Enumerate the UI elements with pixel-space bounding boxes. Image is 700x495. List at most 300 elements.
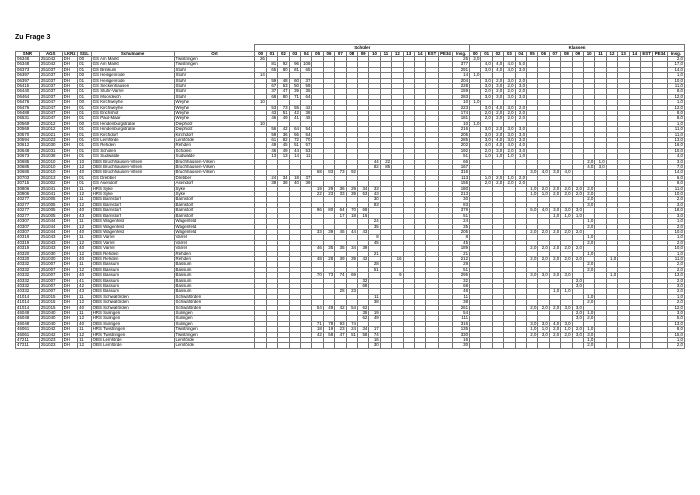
cell-klassen-05: 2,0 [527, 256, 538, 261]
cell-klassen-11: 3,0 [595, 165, 606, 170]
cell-schueler-06: 80 [323, 208, 334, 213]
cell-name: GS Kirchweyhe [91, 105, 174, 110]
cell-snr: 40277 [16, 208, 40, 213]
cell-ort: Stuhr [174, 89, 255, 94]
cell-klassen-01: 2,0 [481, 89, 492, 94]
cell-ort: Rehden [174, 251, 255, 256]
column-header-schueler-12: 12 [392, 51, 403, 56]
cell-name: OBS Lemförde [91, 343, 174, 348]
cell-klassen-01: 1,0 [481, 175, 492, 180]
cell-klassen-insg: 8,0 [667, 89, 684, 94]
cell-schueler-insg: 14 [453, 73, 470, 78]
cell-lkrz: DH [62, 181, 78, 186]
cell-schueler-01: 56 [266, 127, 277, 132]
cell-schueler-07: 17 [335, 213, 346, 218]
cell-name: GS Moordeich [91, 94, 174, 99]
cell-klassen-08: 2,0 [561, 186, 572, 191]
cell-klassen-02: 2,0 [492, 132, 503, 137]
cell-schueler-insg: 377 [453, 62, 470, 67]
cell-sgl: 11 [78, 338, 91, 343]
cell-schueler-06: 73 [323, 273, 334, 278]
cell-sgl: 11 [78, 197, 91, 202]
cell-ort: Sulingen [174, 321, 255, 326]
cell-klassen-11 [595, 343, 606, 348]
cell-schueler-09: 16 [357, 213, 368, 218]
cell-klassen-04: 3,0 [515, 138, 526, 143]
cell-schueler-05: 19 [312, 186, 323, 191]
cell-schueler-02: 92 [278, 62, 289, 67]
cell-ort: Bassum [174, 278, 255, 283]
cell-klassen-09: 2,0 [572, 246, 583, 251]
cell-snr: 30685 [16, 159, 40, 164]
cell-schueler-insg: 295 [453, 273, 470, 278]
cell-lkrz: DH [62, 283, 78, 288]
cell-ags: 251043 [39, 246, 62, 251]
cell-schueler-insg: 330 [453, 332, 470, 337]
cell-klassen-07: 2,0 [549, 305, 560, 310]
cell-schueler-05 [312, 343, 323, 348]
cell-ort: Barnstorf [174, 213, 255, 218]
cell-lkrz: DH [62, 67, 78, 72]
cell-klassen-10: 1,0 [583, 294, 594, 299]
cell-schueler-03: 64 [289, 127, 300, 132]
cell-schueler-05: 71 [312, 321, 323, 326]
cell-ags: 251042 [39, 327, 62, 332]
cell-schueler-03: 44 [289, 148, 300, 153]
cell-schueler-insg: 181 [453, 116, 470, 121]
cell-klassen-02 [492, 343, 503, 348]
cell-schueler-13 [403, 343, 414, 348]
cell-lkrz: DH [62, 219, 78, 224]
cell-schueler-est [426, 343, 438, 348]
cell-schueler-insg: 68 [453, 283, 470, 288]
cell-klassen-02: 1,0 [492, 154, 503, 159]
cell-klassen-05 [527, 343, 538, 348]
cell-sgl: 40 [78, 229, 91, 234]
cell-klassen-10: 2,0 [583, 197, 594, 202]
cell-schueler-09 [357, 343, 368, 348]
cell-schueler-06: 19 [323, 327, 334, 332]
cell-schueler-insg: 30 [453, 343, 470, 348]
cell-klassen-04: 3,0 [515, 94, 526, 99]
cell-ort: Wagenfeld [174, 224, 255, 229]
cell-sgl: 01 [78, 110, 91, 115]
cell-sgl: 12 [78, 202, 91, 207]
cell-schueler-05: 46 [312, 246, 323, 251]
cell-klassen-01: 4,0 [481, 143, 492, 148]
cell-snr: 06464 [16, 94, 40, 99]
cell-klassen-07: 1,0 [549, 289, 560, 294]
cell-klassen-07: 3,0 [549, 170, 560, 175]
cell-lkrz: DH [62, 311, 78, 316]
cell-schueler-10: 21 [369, 251, 380, 256]
cell-klassen-06: 3,0 [538, 332, 549, 337]
cell-ags: 251007 [39, 273, 62, 278]
cell-klassen-insg: 14,0 [667, 170, 684, 175]
cell-schueler-04: 54 [301, 127, 312, 132]
cell-lkrz: DH [62, 170, 78, 175]
cell-schueler-insg: 111 [453, 316, 470, 321]
cell-schueler-04: 37 [301, 78, 312, 83]
cell-schueler-04: 53 [301, 148, 312, 153]
cell-name: GS Stuhr-Varrel [91, 89, 174, 94]
cell-klassen-06: 1,0 [538, 192, 549, 197]
cell-klassen-insg: 11,0 [667, 256, 684, 261]
cell-schueler-02: 13 [278, 154, 289, 159]
cell-klassen-03: 1,0 [504, 154, 515, 159]
cell-schueler-04: 36 [301, 89, 312, 94]
cell-name: OBS Varrel [91, 240, 174, 245]
cell-snr: 46048 [16, 316, 40, 321]
cell-sgl: 01 [78, 83, 91, 88]
cell-schueler-08: 44 [346, 229, 357, 234]
cell-schueler-00: 10 [255, 100, 266, 105]
cell-schueler-02: 82 [278, 138, 289, 143]
cell-klassen-03: 2,0 [504, 148, 515, 153]
cell-snr: 40320 [16, 251, 40, 256]
cell-ags: 251002 [39, 181, 62, 186]
cell-klassen-03: 2,0 [504, 83, 515, 88]
cell-sgl: 01 [78, 89, 91, 94]
cell-schueler-insg: 316 [453, 170, 470, 175]
cell-schueler-01: 59 [266, 132, 277, 137]
cell-klassen-13 [618, 343, 629, 348]
cell-klassen-01: 2,0 [481, 110, 492, 115]
cell-ags: 251030 [39, 143, 62, 148]
cell-name: OBS Barnstorf [91, 213, 174, 218]
cell-snr: 46061 [16, 327, 40, 332]
cell-lkrz: DH [62, 289, 78, 294]
cell-klassen-02: 4,0 [492, 105, 503, 110]
cell-schueler-08: 18 [346, 213, 357, 218]
cell-klassen-10: 2,0 [583, 267, 594, 272]
cell-schueler-01: 46 [266, 116, 277, 121]
cell-klassen-01: 3,0 [481, 138, 492, 143]
cell-snr: 30806 [16, 192, 40, 197]
cell-name: GS Rehden [91, 143, 174, 148]
cell-klassen-06: 4,0 [538, 208, 549, 213]
cell-schueler-insg: 192 [453, 148, 470, 153]
cell-ags: 251041 [39, 186, 62, 191]
cell-sgl: 12 [78, 343, 91, 348]
column-header-klassen-02: 02 [492, 51, 503, 56]
cell-ort: Rehden [174, 143, 255, 148]
cell-schueler-insg: 83 [453, 202, 470, 207]
cell-klassen-insg: 2,0 [667, 343, 684, 348]
cell-sgl: 40 [78, 256, 91, 261]
cell-snr: 30570 [16, 132, 40, 137]
cell-name: OBS Barnstorf [91, 197, 174, 202]
cell-klassen-insg: 2,0 [667, 240, 684, 245]
cell-klassen-09: 2,0 [572, 186, 583, 191]
cell-schueler-pe34 [438, 343, 453, 348]
cell-name: OBS Bassum [91, 273, 174, 278]
cell-klassen-07: 1,0 [549, 213, 560, 218]
cell-sgl: 01 [78, 94, 91, 99]
table-body [16, 56, 685, 348]
cell-schueler-insg: 216 [453, 127, 470, 132]
cell-schueler-04: 42 [301, 105, 312, 110]
cell-schueler-03: 71 [289, 94, 300, 99]
cell-schueler-01: 49 [266, 143, 277, 148]
cell-schueler-insg: 51 [453, 154, 470, 159]
cell-ags: 251007 [39, 283, 62, 288]
cell-snr: 40332 [16, 267, 40, 272]
cell-lkrz: DH [62, 300, 78, 305]
cell-sgl: 11 [78, 219, 91, 224]
column-header-schueler-06: 06 [323, 51, 334, 56]
cell-klassen-insg: 2,0 [667, 289, 684, 294]
cell-schueler-08: 54 [346, 305, 357, 310]
cell-lkrz: DH [62, 89, 78, 94]
cell-klassen-02: 3,0 [492, 148, 503, 153]
cell-ags: 251012 [39, 121, 62, 126]
cell-klassen-08: 3,0 [561, 273, 572, 278]
cell-schueler-10: 30 [369, 197, 380, 202]
cell-klassen-08: 3,0 [561, 321, 572, 326]
cell-ort: Stuhr [174, 83, 255, 88]
cell-ags: 251021 [39, 132, 62, 137]
cell-schueler-10: 11 [369, 294, 380, 299]
cell-klassen-03: 2,0 [504, 110, 515, 115]
cell-ort: Stuhr [174, 94, 255, 99]
cell-schueler-insg: 51 [453, 267, 470, 272]
cell-schueler-08: 39 [346, 256, 357, 261]
column-header-klassen-12: 12 [606, 51, 617, 56]
cell-schueler-insg: 205 [453, 229, 470, 234]
cell-schueler-09: 43 [357, 229, 368, 234]
cell-ags: 251037 [39, 78, 62, 83]
cell-lkrz: DH [62, 224, 78, 229]
cell-schueler-10: 51 [369, 267, 380, 272]
cell-sgl: 01 [78, 148, 91, 153]
column-header-klassen-11: 11 [595, 51, 606, 56]
cell-klassen-00: 2,0 [470, 56, 481, 61]
cell-klassen-04: 3,0 [515, 132, 526, 137]
cell-lkrz: DH [62, 273, 78, 278]
cell-snr: 46048 [16, 311, 40, 316]
cell-schueler-04: 39 [301, 181, 312, 186]
cell-snr: 40332 [16, 262, 40, 267]
cell-schueler-insg: 45 [453, 240, 470, 245]
cell-klassen-insg: 13,0 [667, 273, 684, 278]
cell-schueler-09: 62 [357, 305, 368, 310]
cell-klassen-05: 2,0 [527, 229, 538, 234]
cell-lkrz: DH [62, 56, 78, 61]
cell-klassen-06 [538, 343, 549, 348]
cell-ags: 251010 [39, 165, 62, 170]
cell-lkrz: DH [62, 343, 78, 348]
column-header-klassen-03: 03 [504, 51, 515, 56]
column-header-klassen-06: 06 [538, 51, 549, 56]
cell-klassen-06: 2,0 [538, 256, 549, 261]
cell-schueler-insg: 167 [453, 165, 470, 170]
cell-name: GS Kirchdorf [91, 132, 174, 137]
column-header-schueler-13: 13 [403, 51, 414, 56]
cell-klassen-01 [481, 343, 492, 348]
cell-snr: 06415 [16, 83, 40, 88]
cell-klassen-08: 1,0 [561, 327, 572, 332]
cell-klassen-01: 4,0 [481, 62, 492, 67]
cell-lkrz: DH [62, 229, 78, 234]
cell-klassen-02: 2,0 [492, 175, 503, 180]
cell-schueler-01: 53 [266, 105, 277, 110]
column-header-schueler-10: 10 [369, 51, 380, 56]
cell-snr: 46048 [16, 321, 40, 326]
cell-snr: 47211 [16, 338, 40, 343]
cell-schueler-05: 18 [312, 327, 323, 332]
cell-klassen-02: 3,0 [492, 83, 503, 88]
cell-snr: 30685 [16, 165, 40, 170]
cell-ags: 251038 [39, 154, 62, 159]
cell-ort: Bassum [174, 273, 255, 278]
cell-lkrz: DH [62, 138, 78, 143]
cell-schueler-14 [414, 343, 425, 348]
cell-lkrz: DH [62, 78, 78, 83]
cell-sgl: 01 [78, 143, 91, 148]
cell-schueler-02: 53 [278, 83, 289, 88]
cell-ort: Bassum [174, 283, 255, 288]
column-header-snr: SNR [16, 51, 40, 56]
cell-ags: 251044 [39, 219, 62, 224]
cell-schueler-10: 28 [369, 262, 380, 267]
cell-ags: 251047 [39, 105, 62, 110]
cell-schueler-insg: 204 [453, 78, 470, 83]
cell-sgl: 12 [78, 332, 91, 337]
cell-schueler-10: 24 [369, 219, 380, 224]
cell-klassen-05: 1,0 [527, 192, 538, 197]
cell-ags: 251030 [39, 256, 62, 261]
cell-klassen-07: 2,0 [549, 256, 560, 261]
cell-klassen-01: 2,0 [481, 181, 492, 186]
cell-klassen-02: 2,0 [492, 181, 503, 186]
cell-schueler-05: 70 [312, 273, 323, 278]
cell-ort: Wagenfeld [174, 229, 255, 234]
cell-schueler-06: 78 [323, 321, 334, 326]
cell-klassen-04: 2,0 [515, 175, 526, 180]
cell-snr: 40332 [16, 278, 40, 283]
cell-lkrz: DH [62, 235, 78, 240]
cell-sgl: 01 [78, 116, 91, 121]
cell-snr: 30594 [16, 138, 40, 143]
cell-schueler-02: 73 [278, 105, 289, 110]
cell-klassen-09: 1,0 [572, 213, 583, 218]
cell-schueler-07: 36 [335, 186, 346, 191]
cell-sgl: 40 [78, 246, 91, 251]
cell-schueler-01: 13 [266, 154, 277, 159]
cell-klassen-08: 2,0 [561, 192, 572, 197]
column-header-klassen-10: 10 [583, 51, 594, 56]
cell-schueler-insg: 21 [453, 251, 470, 256]
cell-klassen-03: 2,0 [504, 89, 515, 94]
cell-ags: 251044 [39, 224, 62, 229]
cell-ort: Scholen [174, 148, 255, 153]
cell-schueler-08: 29 [346, 186, 357, 191]
cell-klassen-02: 2,0 [492, 127, 503, 132]
cell-ags: 251043 [39, 240, 62, 245]
cell-name: GS Hindenburgstraße [91, 127, 174, 132]
cell-ort: Rehden [174, 256, 255, 261]
cell-schueler-04: 54 [301, 132, 312, 137]
cell-snr: 47211 [16, 343, 40, 348]
cell-schueler-01: 46 [266, 148, 277, 153]
column-header-ags: AGS [39, 51, 62, 56]
cell-name: OBS Wagenfeld [91, 224, 174, 229]
cell-klassen-01: 1,0 [481, 154, 492, 159]
cell-ort: Drebber [174, 175, 255, 180]
cell-klassen-insg: 12,0 [667, 105, 684, 110]
cell-schueler-02: 36 [278, 132, 289, 137]
cell-name: GS Seckenhausen [91, 83, 174, 88]
column-header-klassen-13: 13 [618, 51, 629, 56]
cell-ort: Weyhe [174, 105, 255, 110]
cell-klassen-02: 2,0 [492, 110, 503, 115]
cell-snr: 06397 [16, 73, 40, 78]
cell-klassen-01: 3,0 [481, 127, 492, 132]
cell-ags: 251047 [39, 100, 62, 105]
cell-schueler-05: 33 [312, 229, 323, 234]
cell-name: OBS Rehden [91, 251, 174, 256]
cell-name: GS Scholen [91, 148, 174, 153]
cell-sgl: 01 [78, 127, 91, 132]
cell-schueler-04: 108 [301, 62, 312, 67]
cell-sgl: 12 [78, 316, 91, 321]
cell-schueler-07 [335, 343, 346, 348]
cell-schueler-00: 14 [255, 73, 266, 78]
cell-klassen-03: 3,0 [504, 138, 515, 143]
cell-schueler-10: 8 [369, 235, 380, 240]
cell-schueler-10: 19 [369, 311, 380, 316]
cell-klassen-01: 3,0 [481, 78, 492, 83]
cell-ags: 251007 [39, 262, 62, 267]
cell-schueler-insg: 213 [453, 192, 470, 197]
cell-snr: 40319 [16, 246, 40, 251]
cell-sgl: 00 [78, 73, 91, 78]
cell-snr: 40307 [16, 219, 40, 224]
cell-name: OBS Bassum [91, 278, 174, 283]
cell-ort: Bassum [174, 262, 255, 267]
cell-lkrz: DH [62, 165, 78, 170]
column-header-schueler-04: 04 [301, 51, 312, 56]
cell-klassen-insg: 13,0 [667, 138, 684, 143]
cell-klassen-05: 1,0 [527, 186, 538, 191]
cell-klassen-10: 1,0 [583, 219, 594, 224]
cell-klassen-06: 2,0 [538, 186, 549, 191]
column-header-schueler-07: 07 [335, 51, 346, 56]
cell-klassen-04: 2,0 [515, 89, 526, 94]
cell-schueler-02: 45 [278, 143, 289, 148]
column-header-ort: Ort [174, 51, 255, 56]
cell-snr: 30703 [16, 175, 40, 180]
cell-schueler-03: 42 [289, 110, 300, 115]
cell-klassen-08: 3,0 [561, 305, 572, 310]
cell-klassen-insg: 17,0 [667, 62, 684, 67]
cell-name: OBS Bassum [91, 289, 174, 294]
cell-schueler-08: 23 [346, 289, 357, 294]
cell-schueler-09: 53 [357, 192, 368, 197]
cell-klassen-10: 1,0 [583, 235, 594, 240]
cell-schueler-insg: 24 [453, 219, 470, 224]
cell-schueler-00 [255, 343, 266, 348]
cell-ags: 251037 [39, 89, 62, 94]
cell-snr: 30569 [16, 127, 40, 132]
cell-ags: 251015 [39, 294, 62, 299]
cell-sgl: 12 [78, 300, 91, 305]
cell-klassen-03: 2,0 [504, 116, 515, 121]
cell-klassen-09: 2,0 [572, 278, 583, 283]
cell-ags: 251010 [39, 159, 62, 164]
school-table-container [15, 44, 685, 349]
